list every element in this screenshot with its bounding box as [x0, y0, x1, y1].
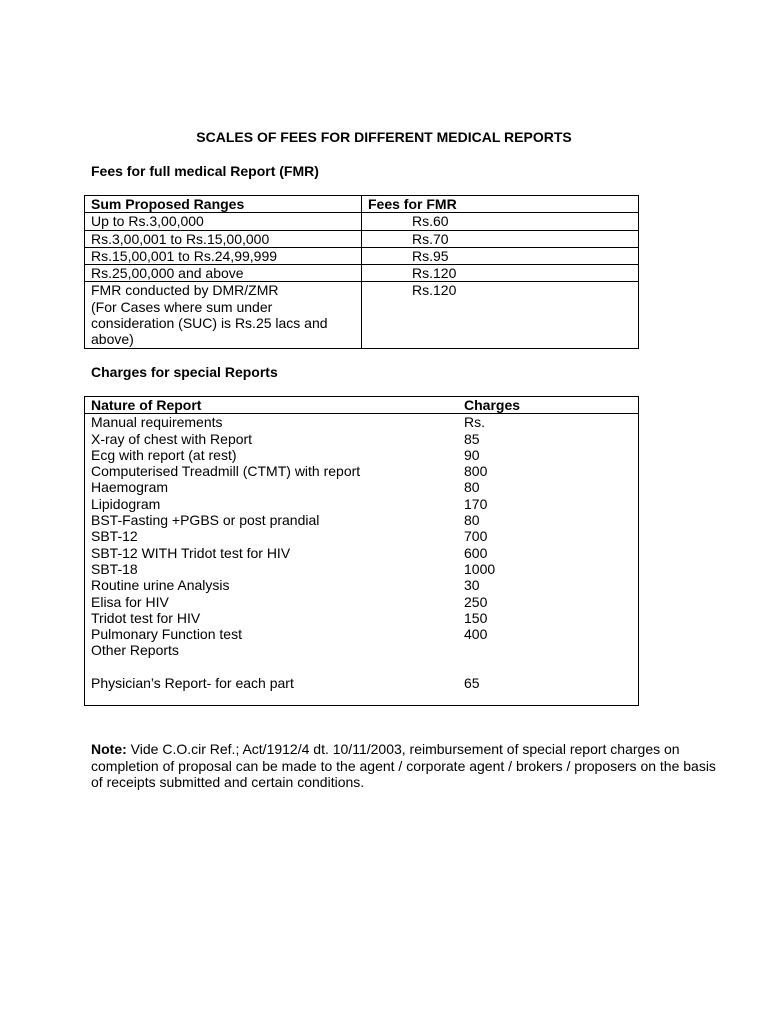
- special-reports-table: [84, 396, 639, 706]
- note-paragraph: [91, 741, 721, 791]
- report-name-cell: Tridot test for HIV: [91, 609, 201, 626]
- sum-range-cell: Up to Rs.3,00,000: [85, 213, 362, 230]
- report-charge-cell: 80: [464, 512, 480, 529]
- report-charge-cell: 170: [464, 495, 488, 512]
- table-header-row: [85, 196, 639, 213]
- report-charge-cell: 150: [464, 609, 488, 626]
- table-row: [85, 594, 639, 610]
- table-row: [85, 282, 639, 348]
- table-row: [85, 577, 639, 593]
- report-name-cell: Computerised Treadmill (CTMT) with report: [91, 463, 361, 480]
- report-charge-cell: 1000: [464, 560, 496, 577]
- report-charge-cell: 700: [464, 528, 488, 545]
- table-row: [85, 675, 639, 706]
- table-row: [85, 265, 639, 282]
- fmr-fees-table: [84, 195, 639, 349]
- table-row: [85, 479, 639, 495]
- report-name-cell: X-ray of chest with Report: [91, 430, 253, 447]
- report-charge-cell: 85: [464, 430, 480, 447]
- report-charge-cell: 600: [464, 544, 488, 561]
- sum-range-cell: Rs.3,00,001 to Rs.15,00,000: [85, 230, 362, 247]
- column-header-sum-range: Sum Proposed Ranges: [85, 196, 362, 213]
- fmr-fee-cell: Rs.95: [362, 247, 639, 264]
- report-charge-cell: [454, 642, 639, 658]
- sum-range-text: FMR conducted by DMR/ZMR: [91, 282, 279, 299]
- table-row: [85, 561, 639, 577]
- report-name-cell: SBT-12 WITH Tridot test for HIV: [91, 544, 291, 561]
- table-row: [85, 463, 639, 479]
- report-charge-cell: 80: [464, 479, 480, 496]
- special-reports-heading: Charges for special Reports: [91, 364, 278, 380]
- report-name-cell: Elisa for HIV: [91, 593, 169, 610]
- report-charge-cell: 400: [464, 626, 488, 643]
- report-charge-cell: Rs.: [464, 414, 485, 431]
- fmr-fee-cell: Rs.120: [362, 282, 639, 348]
- report-charge-cell: 65: [464, 674, 480, 691]
- report-name-cell: Manual requirements: [91, 414, 223, 431]
- report-name-cell: Other Reports: [91, 642, 179, 659]
- report-name-cell: SBT-18: [91, 560, 138, 577]
- report-charge-cell: 800: [464, 463, 488, 480]
- table-row: [85, 626, 639, 642]
- table-row: [85, 431, 639, 447]
- report-name-cell: Pulmonary Function test: [91, 626, 242, 643]
- table-row: [85, 496, 639, 512]
- fmr-fee-cell: Rs.70: [362, 230, 639, 247]
- table-row: [85, 414, 639, 431]
- page-title: SCALES OF FEES FOR DIFFERENT MEDICAL REPORTS: [196, 129, 572, 145]
- spacer-cell: [454, 659, 639, 675]
- table-row: [85, 610, 639, 626]
- sum-range-cell: [85, 282, 362, 348]
- column-header-nature: Nature of Report: [85, 397, 455, 414]
- table-row: [85, 512, 639, 528]
- report-name-cell: Physician’s Report- for each part: [91, 674, 294, 691]
- table-row: [85, 230, 639, 247]
- table-row: [85, 247, 639, 264]
- fmr-fee-cell: Rs.120: [362, 265, 639, 282]
- spacer-row: [85, 659, 639, 675]
- fmr-fee-cell: Rs.60: [362, 213, 639, 230]
- sum-range-note: (For Cases where sum under consideration (SUC) is Rs.25 lacs and above): [91, 298, 328, 348]
- report-charge-cell: 250: [464, 593, 488, 610]
- column-header-charges: Charges: [454, 397, 639, 414]
- report-name-cell: BST-Fasting +PGBS or post prandial: [91, 512, 320, 529]
- column-header-fmr-fee: Fees for FMR: [362, 196, 639, 213]
- table-row: [85, 447, 639, 463]
- report-name-cell: Ecg with report (at rest): [91, 446, 237, 463]
- table-row: [85, 545, 639, 561]
- table-row: [85, 642, 639, 658]
- report-name-cell: SBT-12: [91, 528, 138, 545]
- sum-range-cell: Rs.15,00,001 to Rs.24,99,999: [85, 247, 362, 264]
- note-text: Vide C.O.cir Ref.; Act/1912/4 dt. 10/11/2003, reimbursement of special report charges on completion of proposal can be made to the agent / corporate agent / brokers / proposers on the basis of receipts submitted and certain conditions.: [91, 741, 716, 790]
- note-label: Note:: [91, 741, 127, 757]
- table-row: [85, 528, 639, 544]
- report-name-cell: Lipidogram: [91, 495, 161, 512]
- report-name-cell: Routine urine Analysis: [91, 577, 230, 594]
- sum-range-cell: Rs.25,00,000 and above: [85, 265, 362, 282]
- table-header-row: [85, 397, 639, 414]
- report-name-cell: Haemogram: [91, 479, 169, 496]
- report-charge-cell: 90: [464, 446, 480, 463]
- report-charge-cell: 30: [464, 577, 480, 594]
- spacer-cell: [85, 659, 455, 675]
- table-row: [85, 213, 639, 230]
- fmr-heading: Fees for full medical Report (FMR): [91, 163, 319, 179]
